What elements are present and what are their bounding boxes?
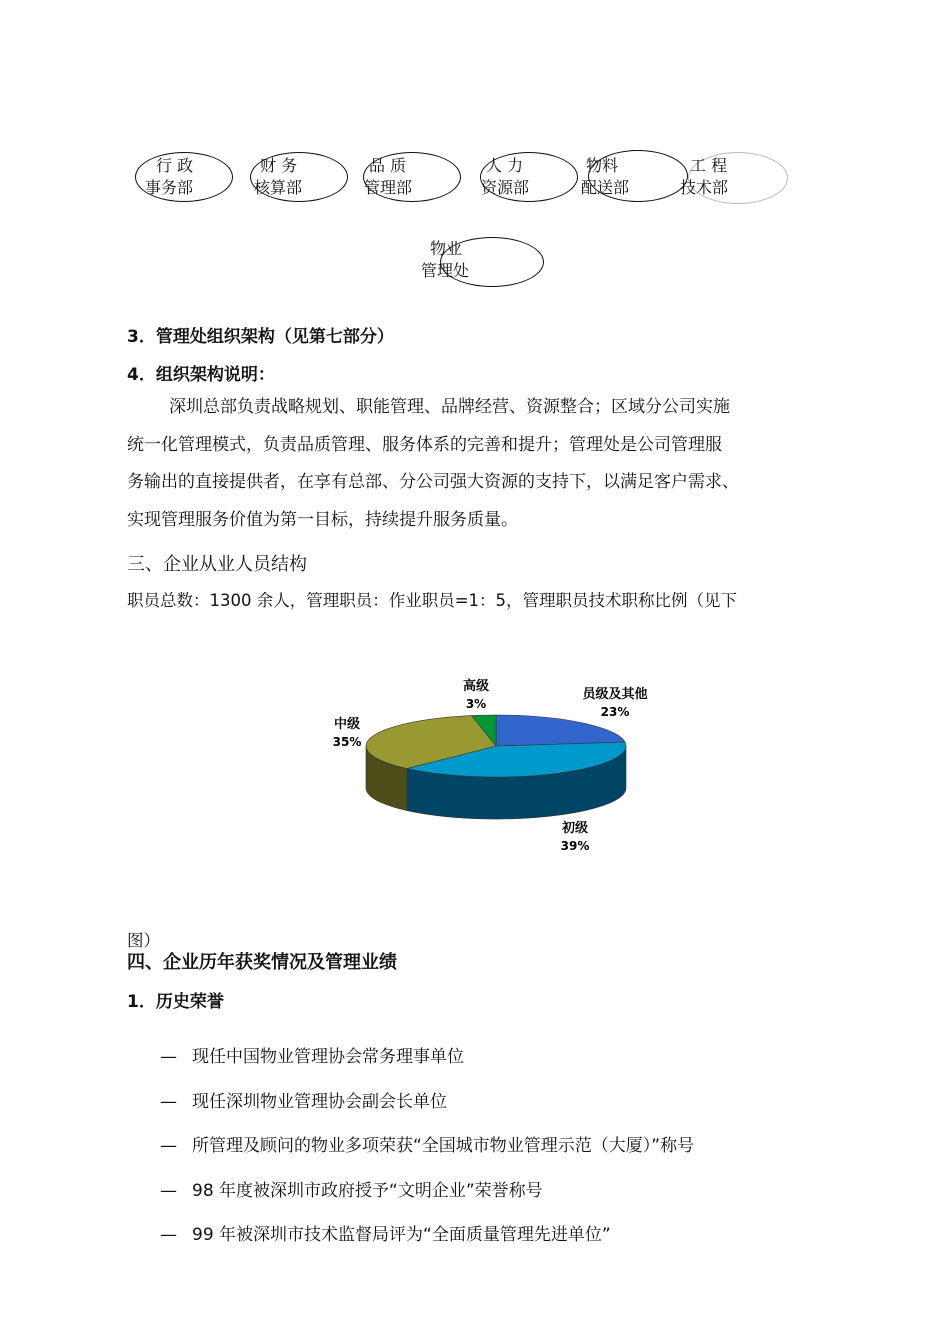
pie-pct-label: 23% [600,705,630,719]
dept-line2: 管理部 [364,178,413,197]
pie-label: 初级 [561,821,589,836]
item3-heading: 3．管理处组织架构（见第七部分） [127,327,394,347]
pie-pct-label: 39% [560,839,590,853]
dept-line2: 事务部 [145,178,194,197]
honor-text: 现任深圳物业管理协会副会长单位 [192,1092,447,1112]
paragraph-line: 统一化管理模式，负责品质管理、服务体系的完善和提升；管理处是公司管理服 [127,434,722,455]
title-ratio-pie-chart [320,670,700,870]
dept-line2: 管理处 [421,261,470,280]
dept-line2: 资源部 [481,178,530,197]
pie-label: 高级 [462,679,490,694]
dash: — [160,1136,177,1156]
item1-heading: 1．历史荣誉 [127,992,224,1012]
honor-text: 现任中国物业管理协会常务理事单位 [192,1047,464,1067]
honor-text: 98 年度被深圳市政府授予“文明企业”荣誉称号 [192,1181,543,1201]
paragraph-line: 深圳总部负责战略规划、职能管理、品牌经营、资源整合；区域分公司实施 [169,397,730,417]
dash: — [160,1047,177,1067]
pie-label: 中级 [333,717,361,732]
dept-line1: 工 程 [690,156,728,175]
section4-title: 四、企业历年获奖情况及管理业绩 [127,952,397,973]
dept-line1: 物业 [430,239,463,258]
paragraph-line: 实现管理服务价值为第一目标，持续提升服务质量。 [127,509,518,530]
honor-item [160,1220,611,1245]
dept-line1: 品 质 [369,156,407,175]
dash: — [160,1092,177,1112]
section3-title: 三、企业从业人员结构 [127,554,307,575]
org-description [127,389,867,539]
pie-label: 员级及其他 [582,687,648,702]
honor-item [160,1176,543,1201]
staff-summary: 职员总数：1300 余人，管理职员：作业职员=1：5，管理职员技术职称比例（见下 [127,591,738,610]
paragraph-line: 务输出的直接提供者，在享有总部、分公司强大资源的支持下，以满足客户需求、 [127,472,739,492]
honor-item [160,1042,464,1067]
honor-item [160,1087,447,1112]
dept-line1: 物料 [586,156,619,175]
dept-line1: 行 政 [156,156,194,175]
pie-tops [366,715,626,777]
dept-line2: 配送部 [581,178,630,197]
pie-pct-label: 3% [465,697,487,711]
item4-heading: 4．组织架构说明： [127,365,275,385]
dept-line1: 财 务 [260,156,298,175]
dash: — [160,1181,177,1201]
figure-caption-tail: 图） [127,931,160,950]
dash: — [160,1225,177,1245]
honor-item [160,1131,694,1156]
pie-pct-label: 35% [332,735,362,749]
honor-text: 99 年被深圳市技术监督局评为“全面质量管理先进单位” [192,1225,611,1245]
pie-slice-员级及其他 [496,715,625,746]
dept-line2: 技术部 [680,178,729,197]
dept-line2: 核算部 [254,178,303,197]
dept-line1: 人 力 [486,156,524,175]
honor-text: 所管理及顾问的物业多项荣获“全国城市物业管理示范（大厦）”称号 [192,1136,695,1156]
